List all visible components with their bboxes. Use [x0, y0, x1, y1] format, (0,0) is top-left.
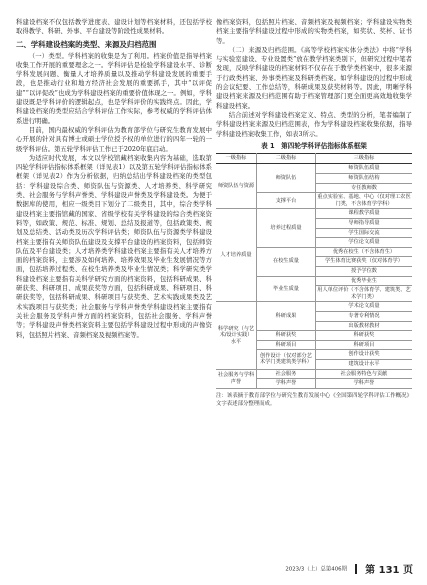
- table-row: [216, 164, 412, 174]
- level3-cell: 学术论文质量: [316, 302, 413, 312]
- body-paragraph: 像档案资料，包括照片档案、音频档案及视频档案；学科建设实物类档案主要指学科建设过程中形成的实物类档案，如奖状、奖杯、证书等。: [216, 19, 412, 45]
- level3-cell: 师资队伍结构: [316, 174, 413, 184]
- level3-cell: 导师指导质量: [316, 219, 413, 229]
- body-paragraph: 为适应时代发展，本文以学校馆藏档案收集内容为基础，选取第四轮学科评估指标体系框架（详见表1）以及第五轮学科评估指标体系框架（详见表2）作为分析依据，归纳总结出学科建设档案的类型包括：学科建设综合类、师资队伍与资源类、人才培养类、科学研究类、社会服务与学科声誉类、学科建设声誉类及学科建设类。为便于数据库的使用，相应一级类目下划分了二级类目，其中，综合类学科建设档案主要指馆藏的国家、省级学校有关学科建设的综合类档案资料等，如政策、规范、标准、规划、总结及报道等，包括政策类、规划及总结类、活动类及历次学科评估类；师资队伍与资源类学科建设档案主要指有关师资队伍建设及支撑平台建设的档案资料，包括师资队伍及平台建设类；人才培养类学科建设档案主要指有关人才培养方面的档案资料，主要涉及如何培养、培养效果及毕业生发展情况等方面，包括培养过程类、在校生培养类及毕业生情况类；科学研究类学科建设档案主要指有关科学研究方面的档案资料，包括科研成果、科研获奖、科研项目、成果获奖等方面，包括科研成果、科研项目、科研获奖等，包括科研成果、科研项目与获奖类、艺术实践成果类及艺术实践项目与获奖类；社会服务与学科声誉类学科建设档案主要指有关社会服务及学科声誉方面的档案资料，包括社会服务、学科声誉等；学科建设声誉类档案资料主要包括学科建设过程中形成的声像资料，包括照片档案、音频档案及视频档案等。: [16, 154, 212, 339]
- section-heading: 二、学科建设档案的类型、来源及归档范围: [16, 39, 157, 49]
- page-footer: [213, 558, 413, 577]
- table-caption: 表 1 第四轮学科评估指标体系框架: [261, 141, 367, 150]
- level2-cell: 科研成果: [257, 302, 316, 331]
- body-paragraph: 目前，国内最权威的学科评估为教育部学位与研究生教育发展中心开展的针对具有博士或硕士学位授予权的单位进行的四年一轮的一级学科评估。第五轮学科评估工作已于2020年底启动。: [16, 126, 212, 153]
- level3-cell: 科研项目: [316, 340, 413, 350]
- level2-cell: 在校生质量: [257, 247, 316, 276]
- level3-cell: 用人单位评价（不含体育学、建筑类、艺术学门类）: [316, 286, 413, 302]
- body-paragraph: （二）来源及归档范围。《高等学校档案实体分类法》中将“学科与实验室建设、专业设置类”放在教学档案类别下，但研究过程中笔者发现，反映学科建设的档案材料不仅存在于教学类档案中，很多来源于行政类档案、外事类档案及科研类档案。如学科建设的过程中形成的会议纪要、工作总结等，科研成果及获奖材料等。因此，明晰学科建设档案来源及归档范围有助于档案管理部门更全面更高效地收集学科建设档案。: [216, 46, 412, 110]
- level2-cell: 师资队伍: [257, 164, 316, 193]
- level1-cell: 科学研究（与艺术/设计实践）水平: [216, 302, 257, 369]
- level3-cell: 学生国际交流: [316, 228, 413, 238]
- level2-cell: 科研获奖: [257, 331, 316, 341]
- level1-cell: 人才培养质量: [216, 209, 257, 302]
- level2-cell: 社会服务: [257, 369, 316, 379]
- level3-cell: 出版教材教材: [316, 321, 413, 331]
- column-header: 三级指标: [316, 153, 413, 164]
- level3-cell: 学生体育比赛获奖（仅对体育学）: [316, 257, 413, 267]
- level1-cell: 社会服务与学科声誉: [216, 369, 257, 388]
- level2-cell: 培养过程质量: [257, 209, 316, 247]
- level3-cell: 师资队伍质量: [316, 164, 413, 174]
- level2-cell: 科研项目: [257, 340, 316, 350]
- table-row: [216, 369, 412, 379]
- footer-divider: [355, 564, 357, 574]
- page-number: 第 131 页: [365, 565, 413, 576]
- level1-cell: 师资队伍与资源: [216, 164, 257, 209]
- level2-cell: 支撑平台: [257, 193, 316, 209]
- right-column: [216, 18, 412, 408]
- table-row: [216, 209, 412, 219]
- table-body: [216, 164, 412, 388]
- level3-cell: 课程教学质量: [316, 209, 413, 219]
- level3-cell: 学科声誉: [316, 379, 413, 389]
- level3-cell: 优秀在校生（不含体育生）: [316, 247, 413, 257]
- level2-cell: 创作设计（仅对部分艺术学门类建筑类学科）: [257, 350, 316, 369]
- column-header: 一级指标: [216, 153, 257, 164]
- table-header-row: [216, 153, 412, 164]
- intro-paragraph: 科建设档案不仅包括教学进度表、建设计划等档案材料，还包括学校取得教学、科研、外事、平台建设等阶段性成果材料。: [16, 19, 212, 36]
- body-paragraph: 结合前述对学科建设档案定义、特点、类型的分析，笔者编制了学科建设档案来源及归档范围表，作为学科建设档案收集依据，指导学科建设档案收集工作，如表3所示。: [216, 111, 412, 138]
- level3-cell: 建筑设计水平: [316, 359, 413, 369]
- level3-cell: 学位论文质量: [316, 238, 413, 248]
- level3-cell: 社会服务特色与贡献: [316, 369, 413, 379]
- level2-cell: 毕业生质量: [257, 276, 316, 302]
- level3-cell: 专著专利情况: [316, 311, 413, 321]
- table-note: 注：该表摘于教育部学位与研究生教育发展中心《全国第四轮学科评估工作概况》文字表述部分整理而成。: [216, 392, 412, 407]
- level3-cell: 优秀毕业生: [316, 276, 413, 286]
- body-paragraph: （一）类型。学科档案的收集是为了利用。档案价值是指导档案收集工作开展的重要理念之一。学科评估是检验学科建设水平、诊断学科发展问题、衡量人才培养质量以及推动学科建设发展的重要手段，也是推动行业和地方经济社会发展的重要抓手，其中“以评促建”“以评促改”也成为学科建设档案的重要价值体现之一。例如，学科建设既是学科评价的逻辑起点，也是学科评价的实践终点。因此，学科建设档案的类型应结合学科评估工作实际，参考权威的学科评估体系进行明确。: [16, 52, 212, 125]
- index-framework-table: [216, 153, 412, 389]
- table-row: [216, 302, 412, 312]
- column-header: 二级指标: [257, 153, 316, 164]
- level2-cell: 学科声誉: [257, 379, 316, 389]
- level3-cell: 授予学位数: [316, 266, 413, 276]
- left-column: [16, 18, 212, 340]
- issue-label: 2023/3（上）总第406期: [285, 566, 347, 573]
- level3-cell: 专任教师数: [316, 183, 413, 193]
- level3-cell: 重点实验室、基地、中心（仅对理工农医门类，不含体育学学科）: [316, 193, 413, 209]
- level3-cell: 科研获奖: [316, 331, 413, 341]
- level3-cell: 创作设计获奖: [316, 350, 413, 360]
